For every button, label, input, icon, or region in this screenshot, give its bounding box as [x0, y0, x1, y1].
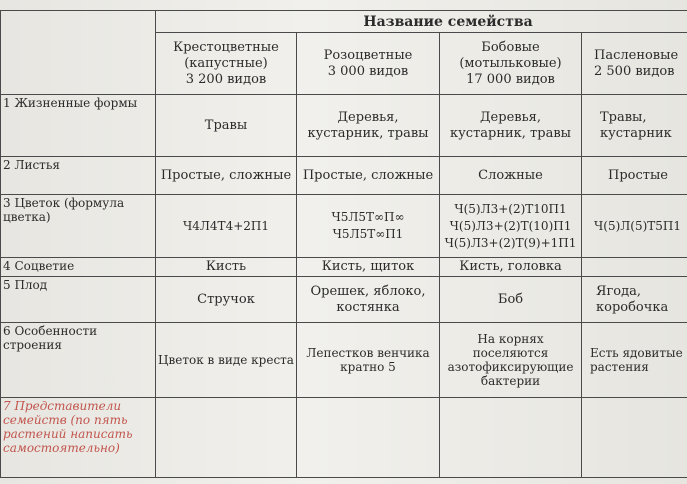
- row-label: 5 Плод: [1, 277, 156, 323]
- cell: Простые, сложные: [297, 157, 440, 195]
- row-label: 7 Представители семейств (по пять растений написать самостоятельно): [1, 398, 156, 478]
- cell: Деревья, кустарник, травы: [440, 95, 582, 157]
- cell: Есть ядовитые растения: [582, 323, 687, 398]
- cell: Орешек, яблоко, костянка: [297, 277, 440, 323]
- cell: [582, 258, 687, 277]
- family-cruciferae: Крестоцветные (капустные) 3 200 видов: [156, 33, 297, 95]
- answer-cell[interactable]: [440, 398, 582, 478]
- row-fruit: [1, 277, 687, 323]
- row-inflorescence: [1, 258, 687, 277]
- cell: Боб: [440, 277, 582, 323]
- row-structure: [1, 323, 687, 398]
- cell: Простые: [582, 157, 687, 195]
- cell: Цветок в виде креста: [156, 323, 297, 398]
- row-life-forms: [1, 95, 687, 157]
- cell: Простые, сложные: [156, 157, 297, 195]
- formula-solanaceae: Ч(5)Л(5)Т5П1: [582, 195, 687, 258]
- row-label: 2 Листья: [1, 157, 156, 195]
- row-representatives: [1, 398, 687, 478]
- family-solanaceae: Пасленовые 2 500 видов: [582, 33, 687, 95]
- cell: Кисть, головка: [440, 258, 582, 277]
- cell: Травы, кустарник: [582, 95, 687, 157]
- cell: Лепестков венчика кратно 5: [297, 323, 440, 398]
- row-leaves: [1, 157, 687, 195]
- answer-cell[interactable]: [156, 398, 297, 478]
- family-rosaceae: Розоцветные 3 000 видов: [297, 33, 440, 95]
- cell: Деревья, кустарник, травы: [297, 95, 440, 157]
- header-row: [1, 11, 687, 33]
- cell: Кисть: [156, 258, 297, 277]
- cell: На корнях поселяются азотофиксирующие бактерии: [440, 323, 582, 398]
- cell: Стручок: [156, 277, 297, 323]
- row-label: 4 Соцветие: [1, 258, 156, 277]
- answer-cell[interactable]: [297, 398, 440, 478]
- plant-families-table: [0, 10, 687, 478]
- answer-cell[interactable]: [582, 398, 687, 478]
- family-fabaceae: Бобовые (мотыльковые) 17 000 видов: [440, 33, 582, 95]
- row-label: 6 Особенности строения: [1, 323, 156, 398]
- formula-cruciferae: Ч4Л4Т4+2П1: [156, 195, 297, 258]
- formula-fabaceae: Ч(5)Л3+(2)Т10П1 Ч(5)Л3+(2)Т(10)П1 Ч(5)Л3+(2)Т(9)+1П1: [440, 195, 582, 258]
- cell: Травы: [156, 95, 297, 157]
- family-title: Название семейства: [156, 11, 687, 33]
- row-label: 1 Жизненные формы: [1, 95, 156, 157]
- cell: Кисть, щиток: [297, 258, 440, 277]
- row-label: 3 Цветок (формула цветка): [1, 195, 156, 258]
- cell: Сложные: [440, 157, 582, 195]
- formula-rosaceae: Ч5Л5Т∞П∞ Ч5Л5Т∞П1: [297, 195, 440, 258]
- cell: Ягода, коробочка: [582, 277, 687, 323]
- row-flower: [1, 195, 687, 258]
- corner-cell: [1, 11, 156, 95]
